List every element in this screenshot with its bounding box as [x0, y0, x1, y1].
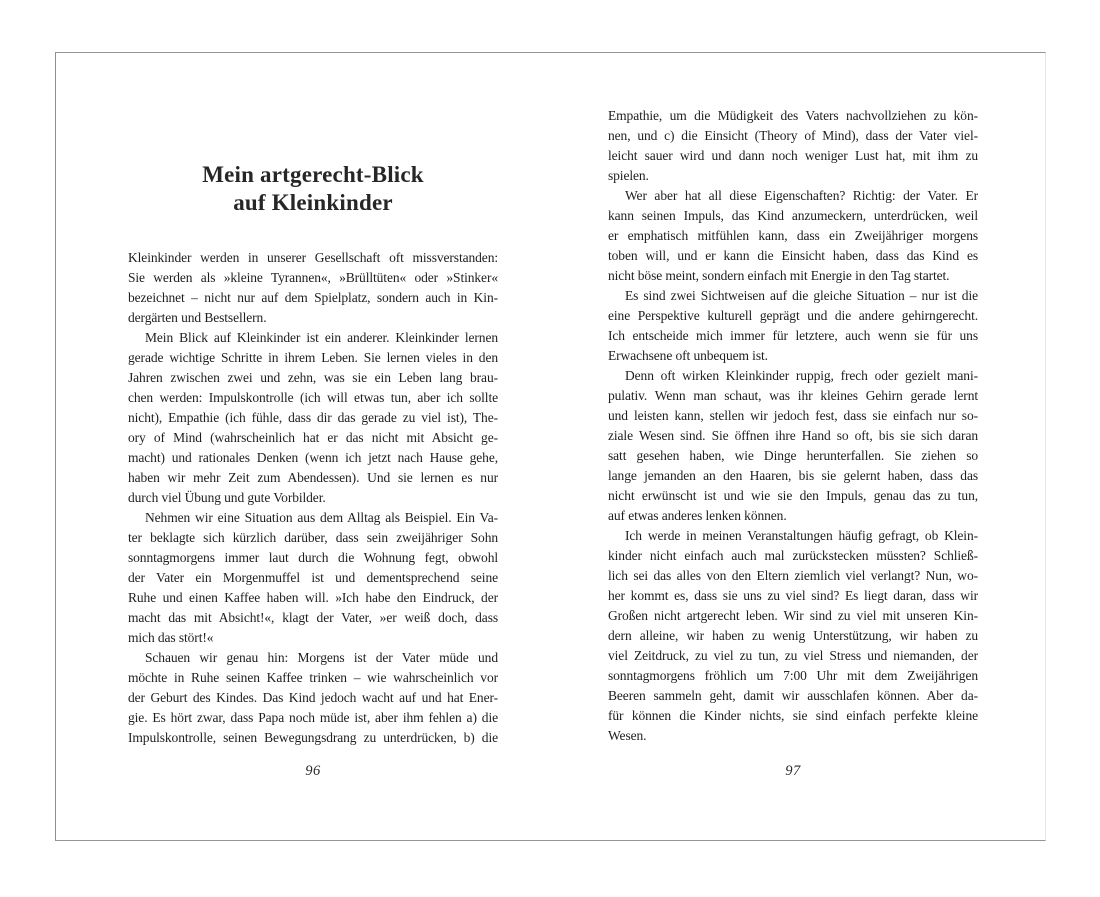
paragraph: [608, 106, 978, 186]
text-line: kann seinen Impuls, das Kind anzumeckern, unterdrücken, weil: [608, 208, 978, 223]
text-line: Ich entscheide mich immer für letztere, auch wenn sie für uns: [608, 328, 978, 343]
text-line: spielen.: [608, 168, 649, 183]
page-number-left: 96: [305, 763, 321, 779]
text-line: Erwachsene oft unbequem ist.: [608, 348, 768, 363]
paragraph: [608, 526, 978, 746]
page-frame: [55, 52, 1046, 841]
text-line: Schauen wir genau hin: Morgens ist der Vater müde und: [145, 650, 498, 665]
text-line: kinder nicht einfach auch mal zurückstecken müssten? Schließ-: [608, 548, 978, 563]
text-line: gie. Es hört zwar, dass Papa noch müde ist, aber ihm fehlen a) die: [128, 710, 498, 725]
text-line: Denn oft wirken Kleinkinder ruppig, frech oder gezielt mani-: [625, 368, 978, 383]
text-line: macht) und rationales Denken (wenn ich jetzt nach Hause gehe,: [128, 450, 498, 465]
paragraph: [128, 508, 498, 648]
paragraph: [128, 328, 498, 508]
text-line: Empathie, um die Müdigkeit des Vaters nachvollziehen zu kön-: [608, 108, 978, 123]
text-line: Sie werden als »kleine Tyrannen«, »Brülltüten« oder »Stinker«: [128, 270, 498, 285]
paragraph: [608, 286, 978, 366]
text-line: sonntagmorgens fröhlich um 7:00 Uhr mit dem Zweijährigen: [608, 668, 978, 683]
page-right-body: [608, 106, 978, 746]
text-line: Mein Blick auf Kleinkinder ist ein anderer. Kleinkinder lernen: [145, 330, 498, 345]
text-line: ter beklagte sich kürzlich darüber, dass sein zweijähriger Sohn: [128, 530, 498, 545]
text-line: gerade wichtige Schritte in ihrem Leben. Sie lernen vieles in den: [128, 350, 498, 365]
text-line: leicht sauer wird und dann noch weniger Lust hat, mit ihm zu: [608, 148, 978, 163]
text-line: lange jemanden an den Haaren, bis sie gelernt haben, dass das: [608, 468, 978, 483]
chapter-heading: [128, 161, 498, 217]
text-line: eine Perspektive kulturell geprägt und die andere gehirngerecht.: [608, 308, 978, 323]
text-line: viel Zeitdruck, zu viel zu tun, zu viel Stress und niemanden, der: [608, 648, 978, 663]
text-line: dergärten und Bestsellern.: [128, 310, 267, 325]
text-line: bezeichnet – nicht nur auf dem Spielplatz, sondern auch in Kin-: [128, 290, 498, 305]
paragraph: [128, 248, 498, 328]
text-line: Jahren zwischen zwei und zehn, was sie ein Leben lang brau-: [128, 370, 498, 385]
text-line: Impulskontrolle, seinen Bewegungsdrang zu unterdrücken, b) die: [128, 730, 498, 745]
text-line: Beeren sammeln geht, damit wir ausschlafen können. Aber da-: [608, 688, 978, 703]
text-line: der Vater ein Morgenmuffel ist und dementsprechend seine: [128, 570, 498, 585]
text-line: und leisten kann, stellen wir jedoch fest, dass sie einfach nur so-: [608, 408, 978, 423]
text-line: dern alleine, wir haben zu wenig Unterstützung, wir haben zu: [608, 628, 978, 643]
page-number-right: 97: [785, 763, 801, 779]
text-line: nicht), Empathie (ich fühle, dass dir das gerade zu viel ist), The-: [128, 410, 498, 425]
text-line: möchte in Ruhe seinen Kaffee trinken – wie wahrscheinlich vor: [128, 670, 498, 685]
text-line: Kleinkinder werden in unserer Gesellschaft oft missverstanden:: [128, 250, 498, 265]
text-line: Großen nicht artgerecht leben. Wir sind zu viel mit unseren Kin-: [608, 608, 978, 623]
text-line: für können die Kinder nichts, sie sind einfach perfekte kleine: [608, 708, 978, 723]
text-line: pulativ. Wenn man schaut, was ihr kleines Gehirn gerade lernt: [608, 388, 978, 403]
page-left-body: [128, 248, 498, 748]
text-line: nicht böse meint, sondern einfach mit Energie in den Tag startet.: [608, 268, 950, 283]
text-line: sonntagmorgens immer laut durch die Wohnung fegt, obwohl: [128, 550, 498, 565]
heading-line: Mein artgerecht-Blick: [202, 162, 424, 187]
text-line: Es sind zwei Sichtweisen auf die gleiche Situation – nur ist die: [625, 288, 978, 303]
text-line: lich sei das alles von den Eltern ziemlich viel verlangt? Nun, wo-: [608, 568, 978, 583]
text-line: nicht erwünscht ist und wie sie den Impuls, genau das zu tun,: [608, 488, 978, 503]
text-line: ziale Wesen sind. Sie öffnen ihre Hand so oft, bis sie sich daran: [608, 428, 978, 443]
text-line: Ruhe und einen Kaffee haben will. »Ich habe den Eindruck, der: [128, 590, 498, 605]
paragraph: [608, 366, 978, 526]
paragraph: [128, 648, 498, 748]
page-left: [128, 53, 498, 840]
text-line: der Geburt des Kindes. Das Kind jedoch wacht auf und hat Ener-: [128, 690, 498, 705]
text-line: nen, und c) die Einsicht (Theory of Mind), dass der Vater viel-: [608, 128, 978, 143]
text-line: ory of Mind (wahrscheinlich hat er das nicht mit Absicht ge-: [128, 430, 498, 445]
paragraph: [608, 186, 978, 286]
text-line: er emphatisch mitfühlen kann, dass ein Zweijähriger morgens: [608, 228, 978, 243]
text-line: macht das mit Absicht!«, klagt der Vater, »er weiß doch, dass: [128, 610, 498, 625]
text-line: her kommt es, dass sie uns zu viel sind? Es liegt daran, dass wir: [608, 588, 978, 603]
text-line: toben will, und er kann die Einsicht haben, dass das Kind es: [608, 248, 978, 263]
text-line: chen werden: Impulskontrolle (ich will etwas tun, aber ich sollte: [128, 390, 498, 405]
text-line: haben wir mehr Zeit zum Abendessen). Und sie lernen es nur: [128, 470, 498, 485]
text-line: durch viel Übung und gute Vorbilder.: [128, 490, 326, 505]
text-line: Ich werde in meinen Veranstaltungen häufig gefragt, ob Klein-: [625, 528, 978, 543]
text-line: Wesen.: [608, 728, 647, 743]
text-line: auf etwas anderes lenken können.: [608, 508, 787, 523]
text-line: satt gesehen haben, wie Dinge herunterfallen. Sie ziehen so: [608, 448, 978, 463]
text-line: Wer aber hat all diese Eigenschaften? Richtig: der Vater. Er: [625, 188, 978, 203]
heading-line: auf Kleinkinder: [233, 190, 393, 215]
text-line: Nehmen wir eine Situation aus dem Alltag als Beispiel. Ein Va-: [145, 510, 498, 525]
page-right: [608, 53, 978, 840]
text-line: mich das stört!«: [128, 630, 214, 645]
